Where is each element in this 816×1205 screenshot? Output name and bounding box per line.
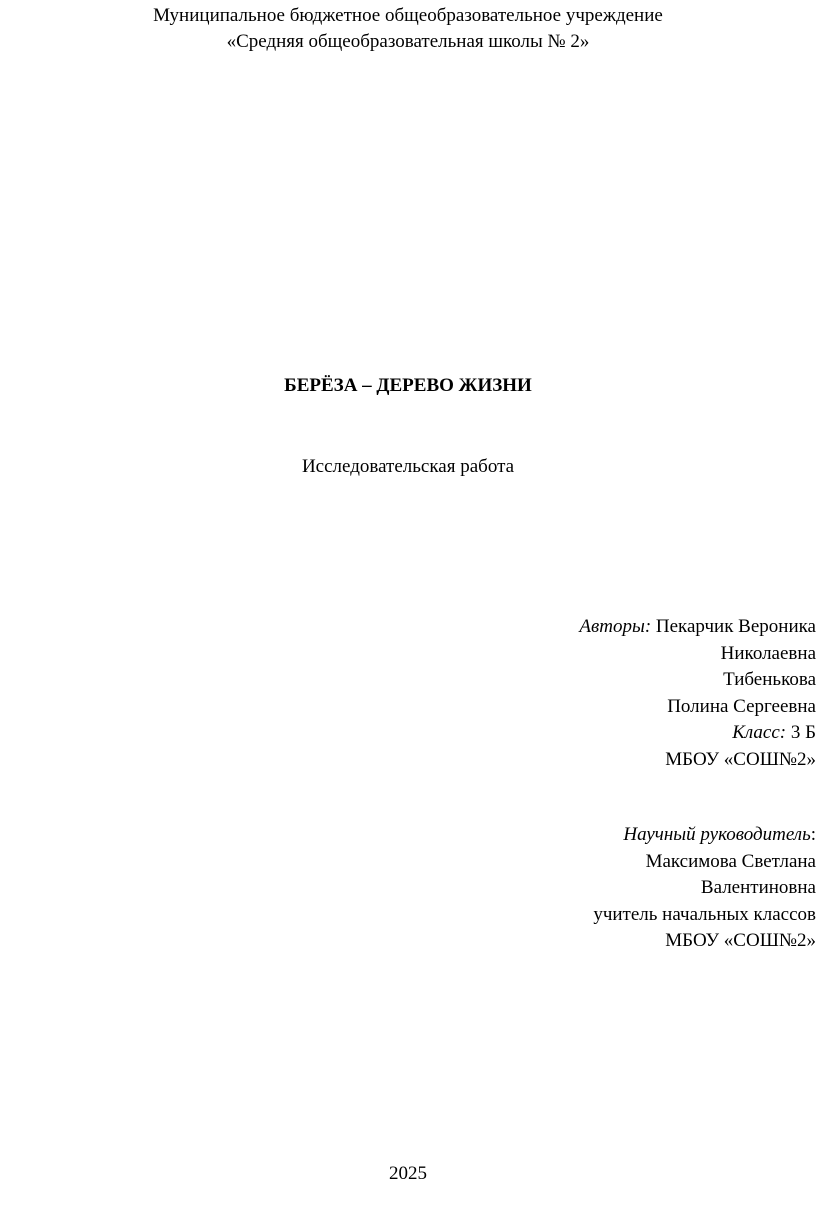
class-value: 3 Б <box>786 722 816 743</box>
authors-label: Авторы: <box>579 616 652 637</box>
institution-line-1: Муниципальное бюджетное общеобразовательное учреждение <box>153 5 663 26</box>
author-1-name: Пекарчик Вероника <box>651 616 816 637</box>
author-2-surname: Тибенькова <box>723 669 816 690</box>
document-year: 2025 <box>389 1163 427 1184</box>
supervisor-block <box>416 822 816 955</box>
supervisor-label-row <box>416 822 816 849</box>
document-title: БЕРЁЗА – ДЕРЕВО ЖИЗНИ <box>284 375 532 396</box>
author-1-patronymic: Николаевна <box>720 642 816 664</box>
supervisor-patronymic: Валентиновна <box>700 877 816 898</box>
supervisor-position: учитель начальных классов <box>593 903 816 925</box>
supervisor-colon: : <box>810 824 816 845</box>
supervisor-label: Научный руководитель <box>623 824 811 845</box>
document-subtitle: Исследовательская работа <box>301 456 515 477</box>
supervisor-school: МБОУ «СОШ№2» <box>665 930 816 951</box>
class-row <box>416 720 816 747</box>
institution-header <box>0 3 816 55</box>
class-label: Класс: <box>732 722 787 743</box>
authors-first-row <box>416 614 816 641</box>
authors-block <box>416 614 816 773</box>
authors-school: МБОУ «СОШ№2» <box>665 748 816 770</box>
institution-line-2: «Средняя общеобразовательная школы № 2» <box>226 31 590 52</box>
author-2-name: Полина Сергеевна <box>667 695 816 717</box>
supervisor-name: Максимова Светлана <box>645 850 816 872</box>
